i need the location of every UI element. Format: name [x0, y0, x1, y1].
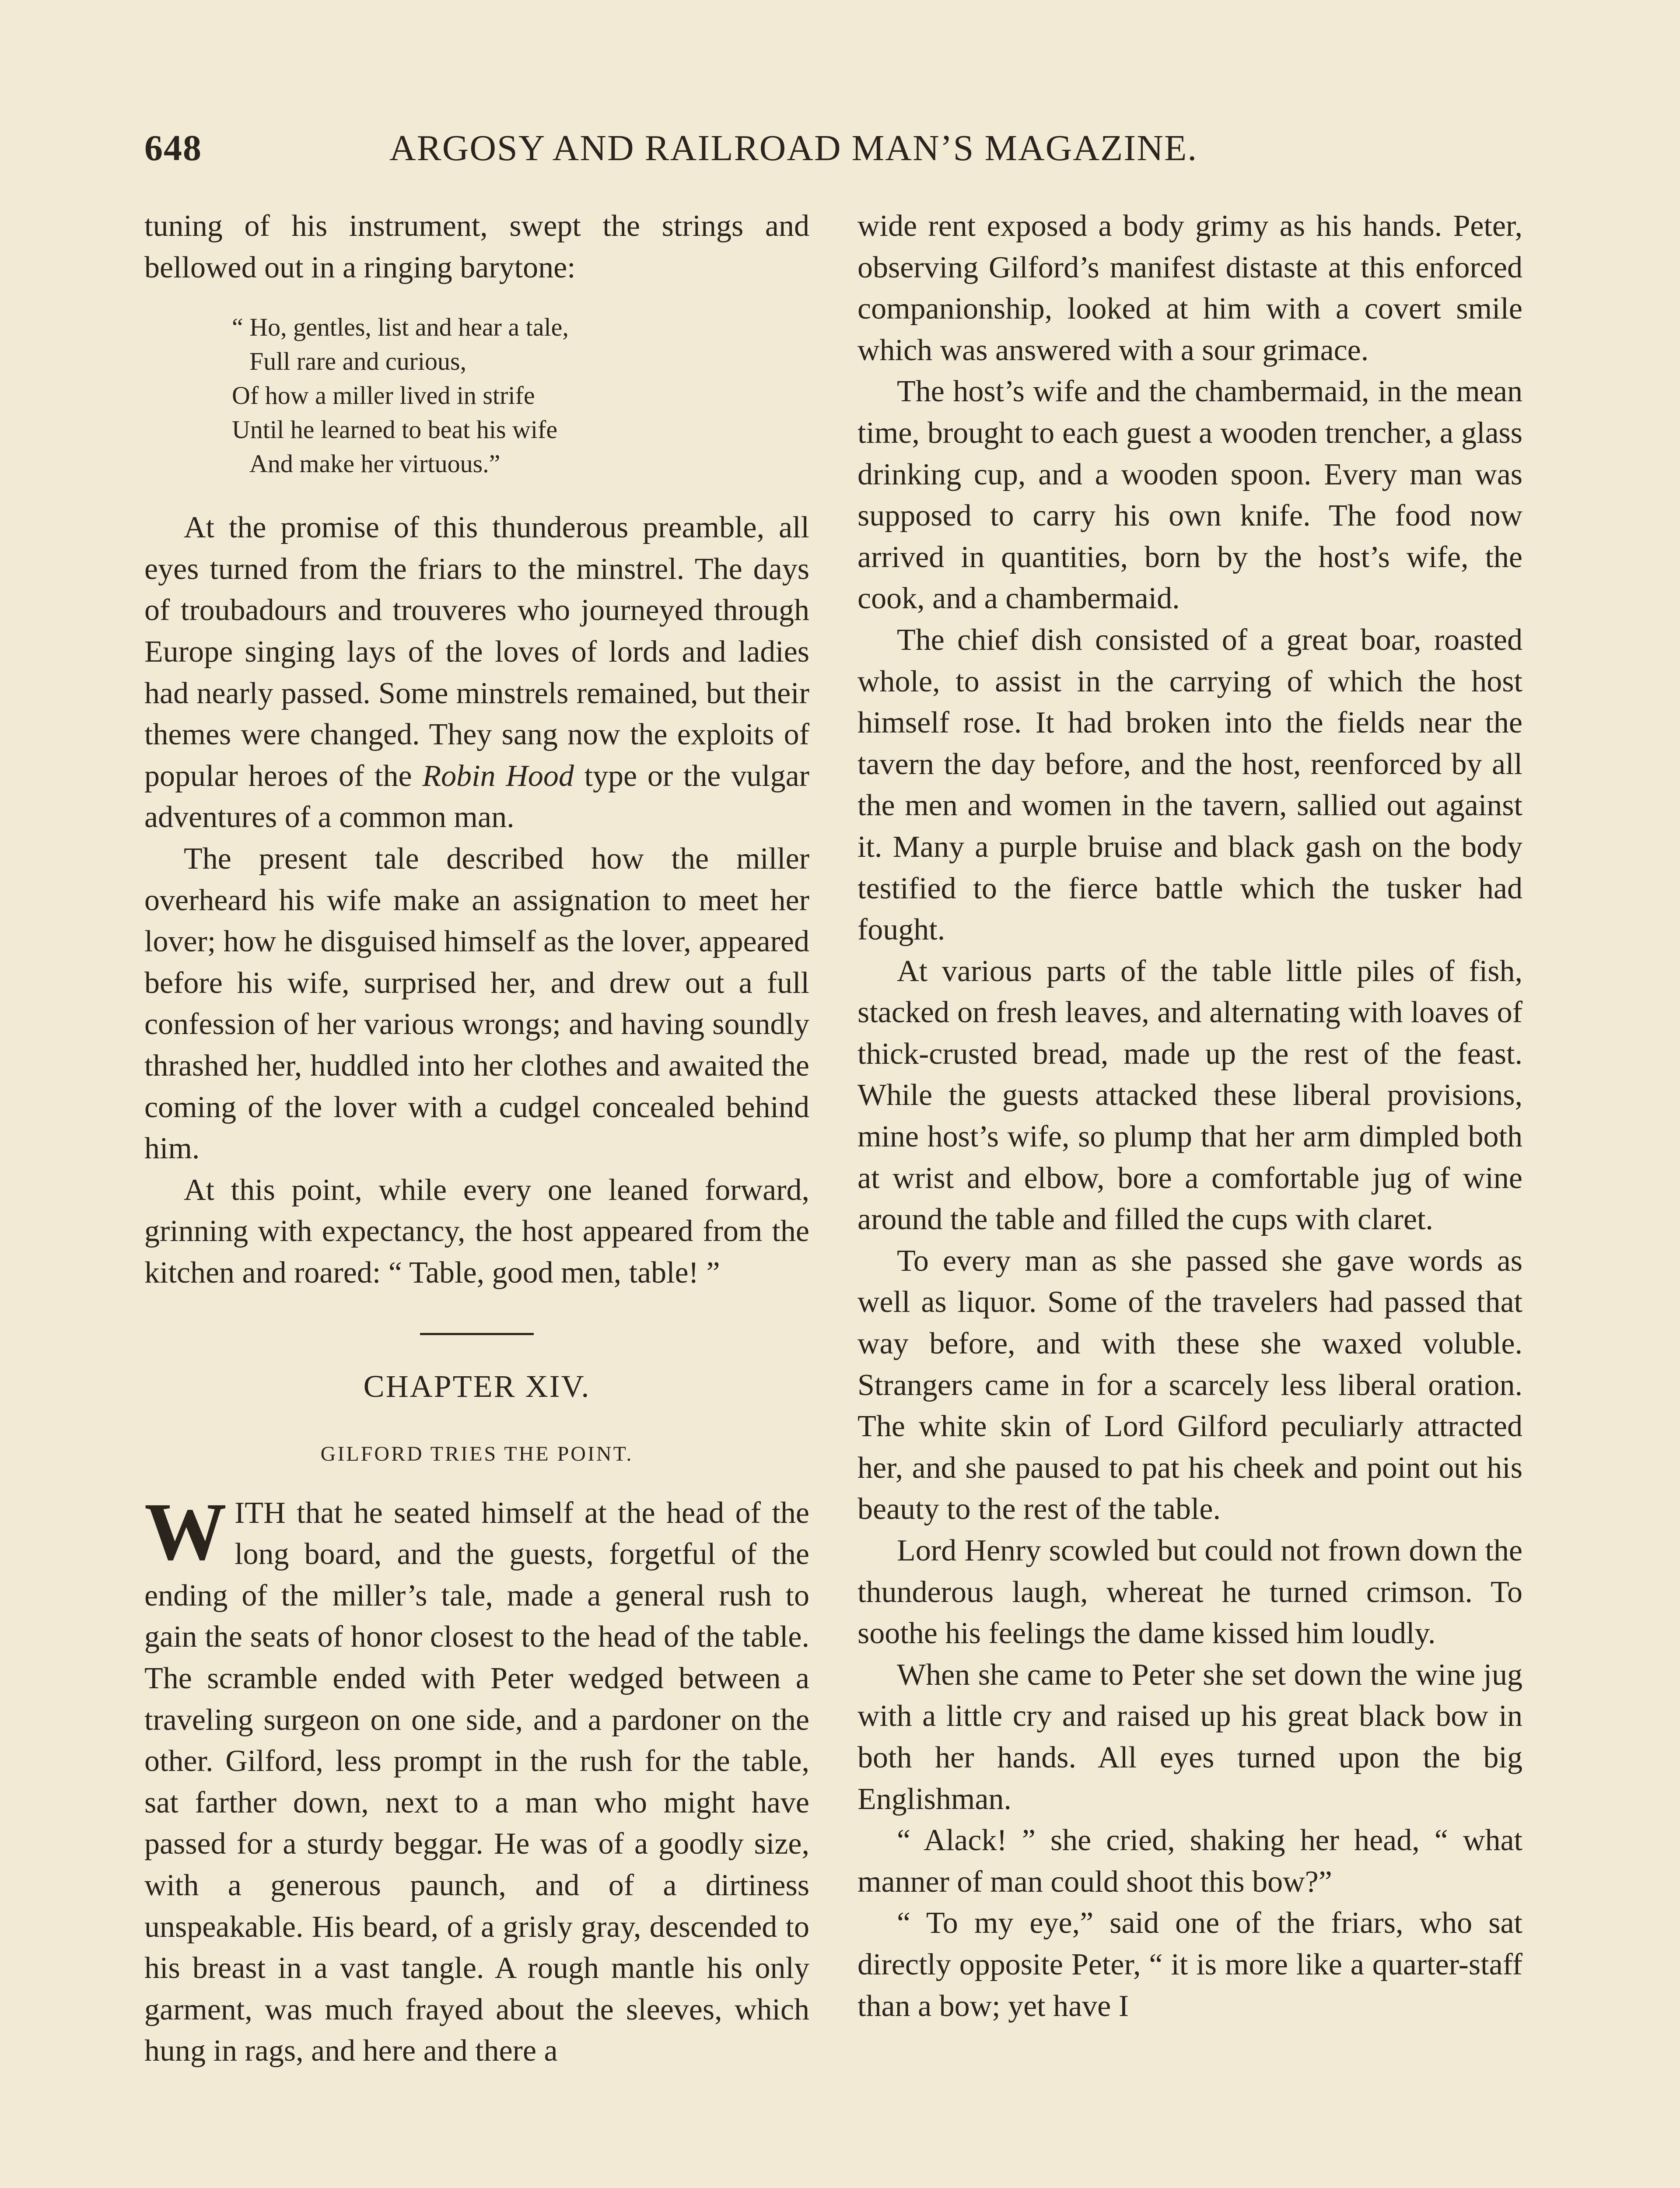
- paragraph: “ Alack! ” she cried, shaking her head, “ what manner of man could shoot this bow?”: [858, 1823, 1522, 1899]
- italic-title: Robin Hood: [422, 759, 574, 793]
- verse-line: And make her virtuous.”: [249, 449, 500, 478]
- paragraph: [144, 1485, 809, 2072]
- right-column: [858, 206, 1522, 2027]
- paragraph-text: At the promise of this thunderous preamble, all eyes turned from the friars to the minstrel. The days of troubadours and trouveres who journeyed through Europe singing lays of the loves of lords and ladies had nearly passed. Some minstrels remained, but their themes were changed. They sang now the exploits of popular heroes of the: [144, 511, 809, 793]
- paragraph: wide rent exposed a body grimy as his hands. Peter, observing Gilford’s manifest distaste at this enforced companionship, looked at him with a covert smile which was answered with a sour grimace.: [858, 209, 1522, 367]
- verse-line: “ Ho, gentles, list and hear a tale,: [232, 313, 569, 342]
- paragraph: At this point, while every one leaned forward, grinning with expectancy, the host appeared from the kitchen and roared: “ Table, good men, table! ”: [144, 1173, 809, 1290]
- paragraph: tuning of his instrument, swept the strings and bellowed out in a ringing barytone:: [144, 209, 809, 284]
- verse-line: Of how a miller lived in strife: [232, 381, 535, 410]
- paragraph: To every man as she passed she gave words as well as liquor. Some of the travelers had passed that way before, and with these she waxed voluble. Strangers came in for a scarcely less liberal oration. The white skin of Lord Gilford peculiarly attracted her, and she paused to pat his cheek and point out his beauty to the rest of the table.: [858, 1244, 1522, 1526]
- paragraph-text: type or the vulgar adventures of a common man.: [144, 759, 809, 835]
- chapter-title: CHAPTER XIV.: [363, 1369, 591, 1404]
- paragraph: Lord Henry scowled but could not frown down the thunderous laugh, whereat he turned crimson. To soothe his feelings the dame kissed him loudly.: [858, 1534, 1522, 1651]
- left-column: [144, 206, 809, 2072]
- paragraph: When she came to Peter she set down the wine jug with a little cry and raised up his great black bow in both her hands. All eyes turned upon the big Englishman.: [858, 1658, 1522, 1816]
- chapter-subtitle: GILFORD TRIES THE POINT.: [320, 1442, 634, 1466]
- paragraph: The host’s wife and the chambermaid, in the mean time, brought to each guest a wooden trencher, a glass drinking cup, and a wooden spoon. Every man was supposed to carry his own knife. The food now arrived in quantities, born by the host’s wife, the cook, and a chambermaid.: [858, 375, 1522, 616]
- page-header: [144, 127, 1536, 175]
- running-title: ARGOSY AND RAILROAD MAN’S MAGAZINE.: [389, 128, 1198, 168]
- verse-line: Full rare and curious,: [249, 347, 467, 376]
- drop-cap: W: [144, 1485, 227, 1577]
- paragraph: The present tale described how the miller overheard his wife make an assignation to meet her lover; how he disguised himself as the lover, appeared before his wife, surprised her, and drew out a full confession of her various wrongs; and having soundly thrashed her, huddled into her clothes and awaited the coming of the lover with a cudgel concealed behind him.: [144, 842, 809, 1166]
- verse-block: [232, 310, 809, 481]
- paragraph: [144, 507, 809, 838]
- section-divider: [420, 1333, 534, 1335]
- page-number: 648: [144, 128, 202, 168]
- paragraph: “ To my eye,” said one of the friars, who sat directly opposite Peter, “ it is more like a quarter-staff than a bow; yet have I: [858, 1906, 1522, 2023]
- verse-line: Until he learned to beat his wife: [232, 415, 558, 444]
- paragraph: At various parts of the table little piles of fish, stacked on fresh leaves, and alternating with loaves of thick-crusted bread, made up the rest of the feast. While the guests attacked these liberal provisions, mine host’s wife, so plump that her arm dimpled both at wrist and elbow, bore a comfortable jug of wine around the table and filled the cups with claret.: [858, 954, 1522, 1237]
- paragraph: The chief dish consisted of a great boar, roasted whole, to assist in the carrying of which the host himself rose. It had broken into the fields near the tavern the day before, and the host, reenforced by all the men and women in the tavern, sallied out against it. Many a purple bruise and black gash on the body testified to the fierce battle which the tusker had fought.: [858, 623, 1522, 947]
- paragraph-text: ITH that he seated himself at the head of the long board, and the guests, forgetful of the ending of the miller’s tale, made a general rush to gain the seats of honor closest to the head of the table. The scramble ended with Peter wedged between a traveling surgeon on one side, and a pardoner on the other. Gilford, less prompt in the rush for the table, sat farther down, next to a man who might have passed for a sturdy beggar. He was of a goodly size, with a generous paunch, and of a dirtiness unspeakable. His beard, of a grisly gray, descended to his breast in a vast tangle. A rough mantle his only garment, was much frayed about the sleeves, which hung in rags, and here and there a: [144, 1496, 809, 2068]
